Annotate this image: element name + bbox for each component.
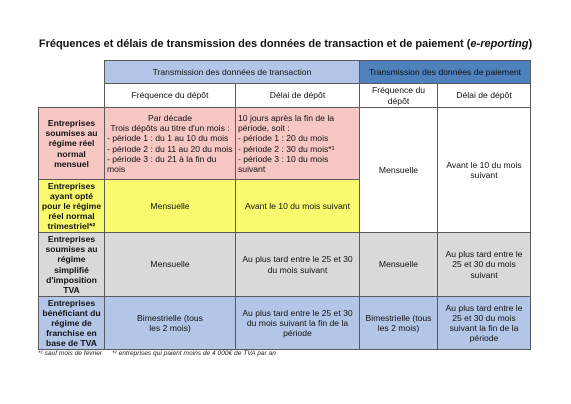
tx-freq-line: - période 1 : du 1 au 10 du mois [107, 133, 229, 144]
tx-delay-text: Au plus tard entre le 25 et 30 du mois suivant [242, 254, 353, 275]
tx-freq-text: Mensuelle [150, 200, 190, 211]
tx-freq-text: Mensuelle [150, 259, 190, 270]
tx-delay-line: - période 2 : 30 du mois*¹ [238, 143, 335, 154]
tx-freq-line: - période 3 : du 21 à la fin du mois [107, 153, 217, 174]
row-label-reel-trimestriel [38, 179, 105, 233]
tx-freq-reel-trimestriel [104, 179, 236, 233]
row-label-text: Entreprises soumises au régime simplifié d'imposition TVA [45, 233, 98, 295]
header-delay-payment [437, 83, 531, 108]
tx-delay-simplifie [235, 232, 360, 297]
row-label-text: Entreprises soumises au régime réel normal mensuel [45, 117, 98, 169]
pay-delay-text: Avant le 10 du mois suivant [446, 159, 522, 180]
header-delay-payment-label: Délai de dépôt [456, 90, 512, 101]
tx-delay-lines [238, 113, 357, 174]
pay-delay-simplifie [437, 232, 531, 297]
pay-delay-franchise [437, 296, 531, 350]
row-label-reel-mensuel [38, 107, 105, 180]
page-title [0, 37, 571, 51]
tx-freq-line: - période 2 : du 11 au 20 du mois [107, 143, 233, 154]
row-label-text: Entreprises ayant opté pour le régime réel normal trimestriel*² [41, 180, 102, 232]
tx-freq-reel-mensuel [104, 107, 236, 180]
footnote-1: *¹ sauf mois de février [38, 350, 103, 357]
header-transaction-group-label: Transmission des données de transaction [152, 66, 312, 77]
pay-delay-text: Au plus tard entre le 25 et 30 du mois suivant [445, 249, 523, 280]
pay-freq-franchise [359, 296, 438, 350]
pay-freq-text: Mensuelle [378, 259, 419, 270]
header-payment-group-label: Transmission des données de paiement [368, 66, 522, 77]
tx-delay-franchise [235, 296, 360, 350]
header-freq-transaction-label: Fréquence du dépôt [131, 90, 209, 101]
tx-delay-line: - période 3 : 10 du mois suivant [238, 153, 329, 174]
tx-freq-franchise [104, 296, 236, 350]
title-italic: e-reporting [470, 38, 529, 50]
tx-delay-reel-trimestriel [235, 179, 360, 233]
footnotes [38, 350, 284, 357]
header-transaction-group [104, 60, 360, 84]
tx-freq-lines [107, 113, 233, 174]
footnote-2: *² entreprises qui paient moins de 4 000€ de TVA par an [111, 350, 276, 357]
tx-delay-text: Au plus tard entre le 25 et 30 du mois suivant la fin de la période [242, 307, 353, 339]
pay-freq-simplifie [359, 232, 438, 297]
pay-freq-text: Mensuelle [378, 164, 419, 175]
pay-delay-text: Au plus tard entre le 25 et 30 du mois suivant la fin de la période [445, 302, 523, 344]
header-delay-transaction-label: Délai de dépôt [269, 90, 326, 101]
tx-delay-line: - période 1 : 20 du mois [238, 133, 329, 144]
pay-freq-text: Bimestrielle (tous les 2 mois) [365, 312, 432, 333]
header-delay-transaction [235, 83, 360, 108]
header-freq-payment-label: Fréquence du dépôt [371, 85, 426, 106]
tx-freq-line: Par décade [148, 112, 192, 123]
tx-delay-text: Avant le 10 du mois suivant [245, 200, 350, 211]
header-freq-transaction [104, 83, 236, 108]
tx-freq-simplifie [104, 232, 236, 297]
header-freq-payment [359, 83, 438, 108]
tx-delay-reel-mensuel [235, 107, 360, 180]
header-payment-group [359, 60, 531, 84]
tx-delay-line: 10 jours après la fin de la période, soit : [238, 112, 335, 134]
row-label-franchise [38, 296, 105, 350]
title-close: ) [528, 38, 533, 50]
pay-freq-reel-normal [359, 107, 438, 233]
tx-freq-line: Trois dépôts au titre d'un mois : [110, 123, 230, 134]
tx-freq-text: Bimestrielle (tous les 2 mois) [137, 312, 203, 333]
row-label-simplifie [38, 232, 105, 297]
row-label-text: Entreprises bénéficiant du régime de franchise en base de TVA [42, 297, 101, 349]
title-main: Fréquences et délais de transmission des données de transaction et de paiement ( [38, 38, 471, 50]
pay-delay-reel-normal [437, 107, 531, 233]
